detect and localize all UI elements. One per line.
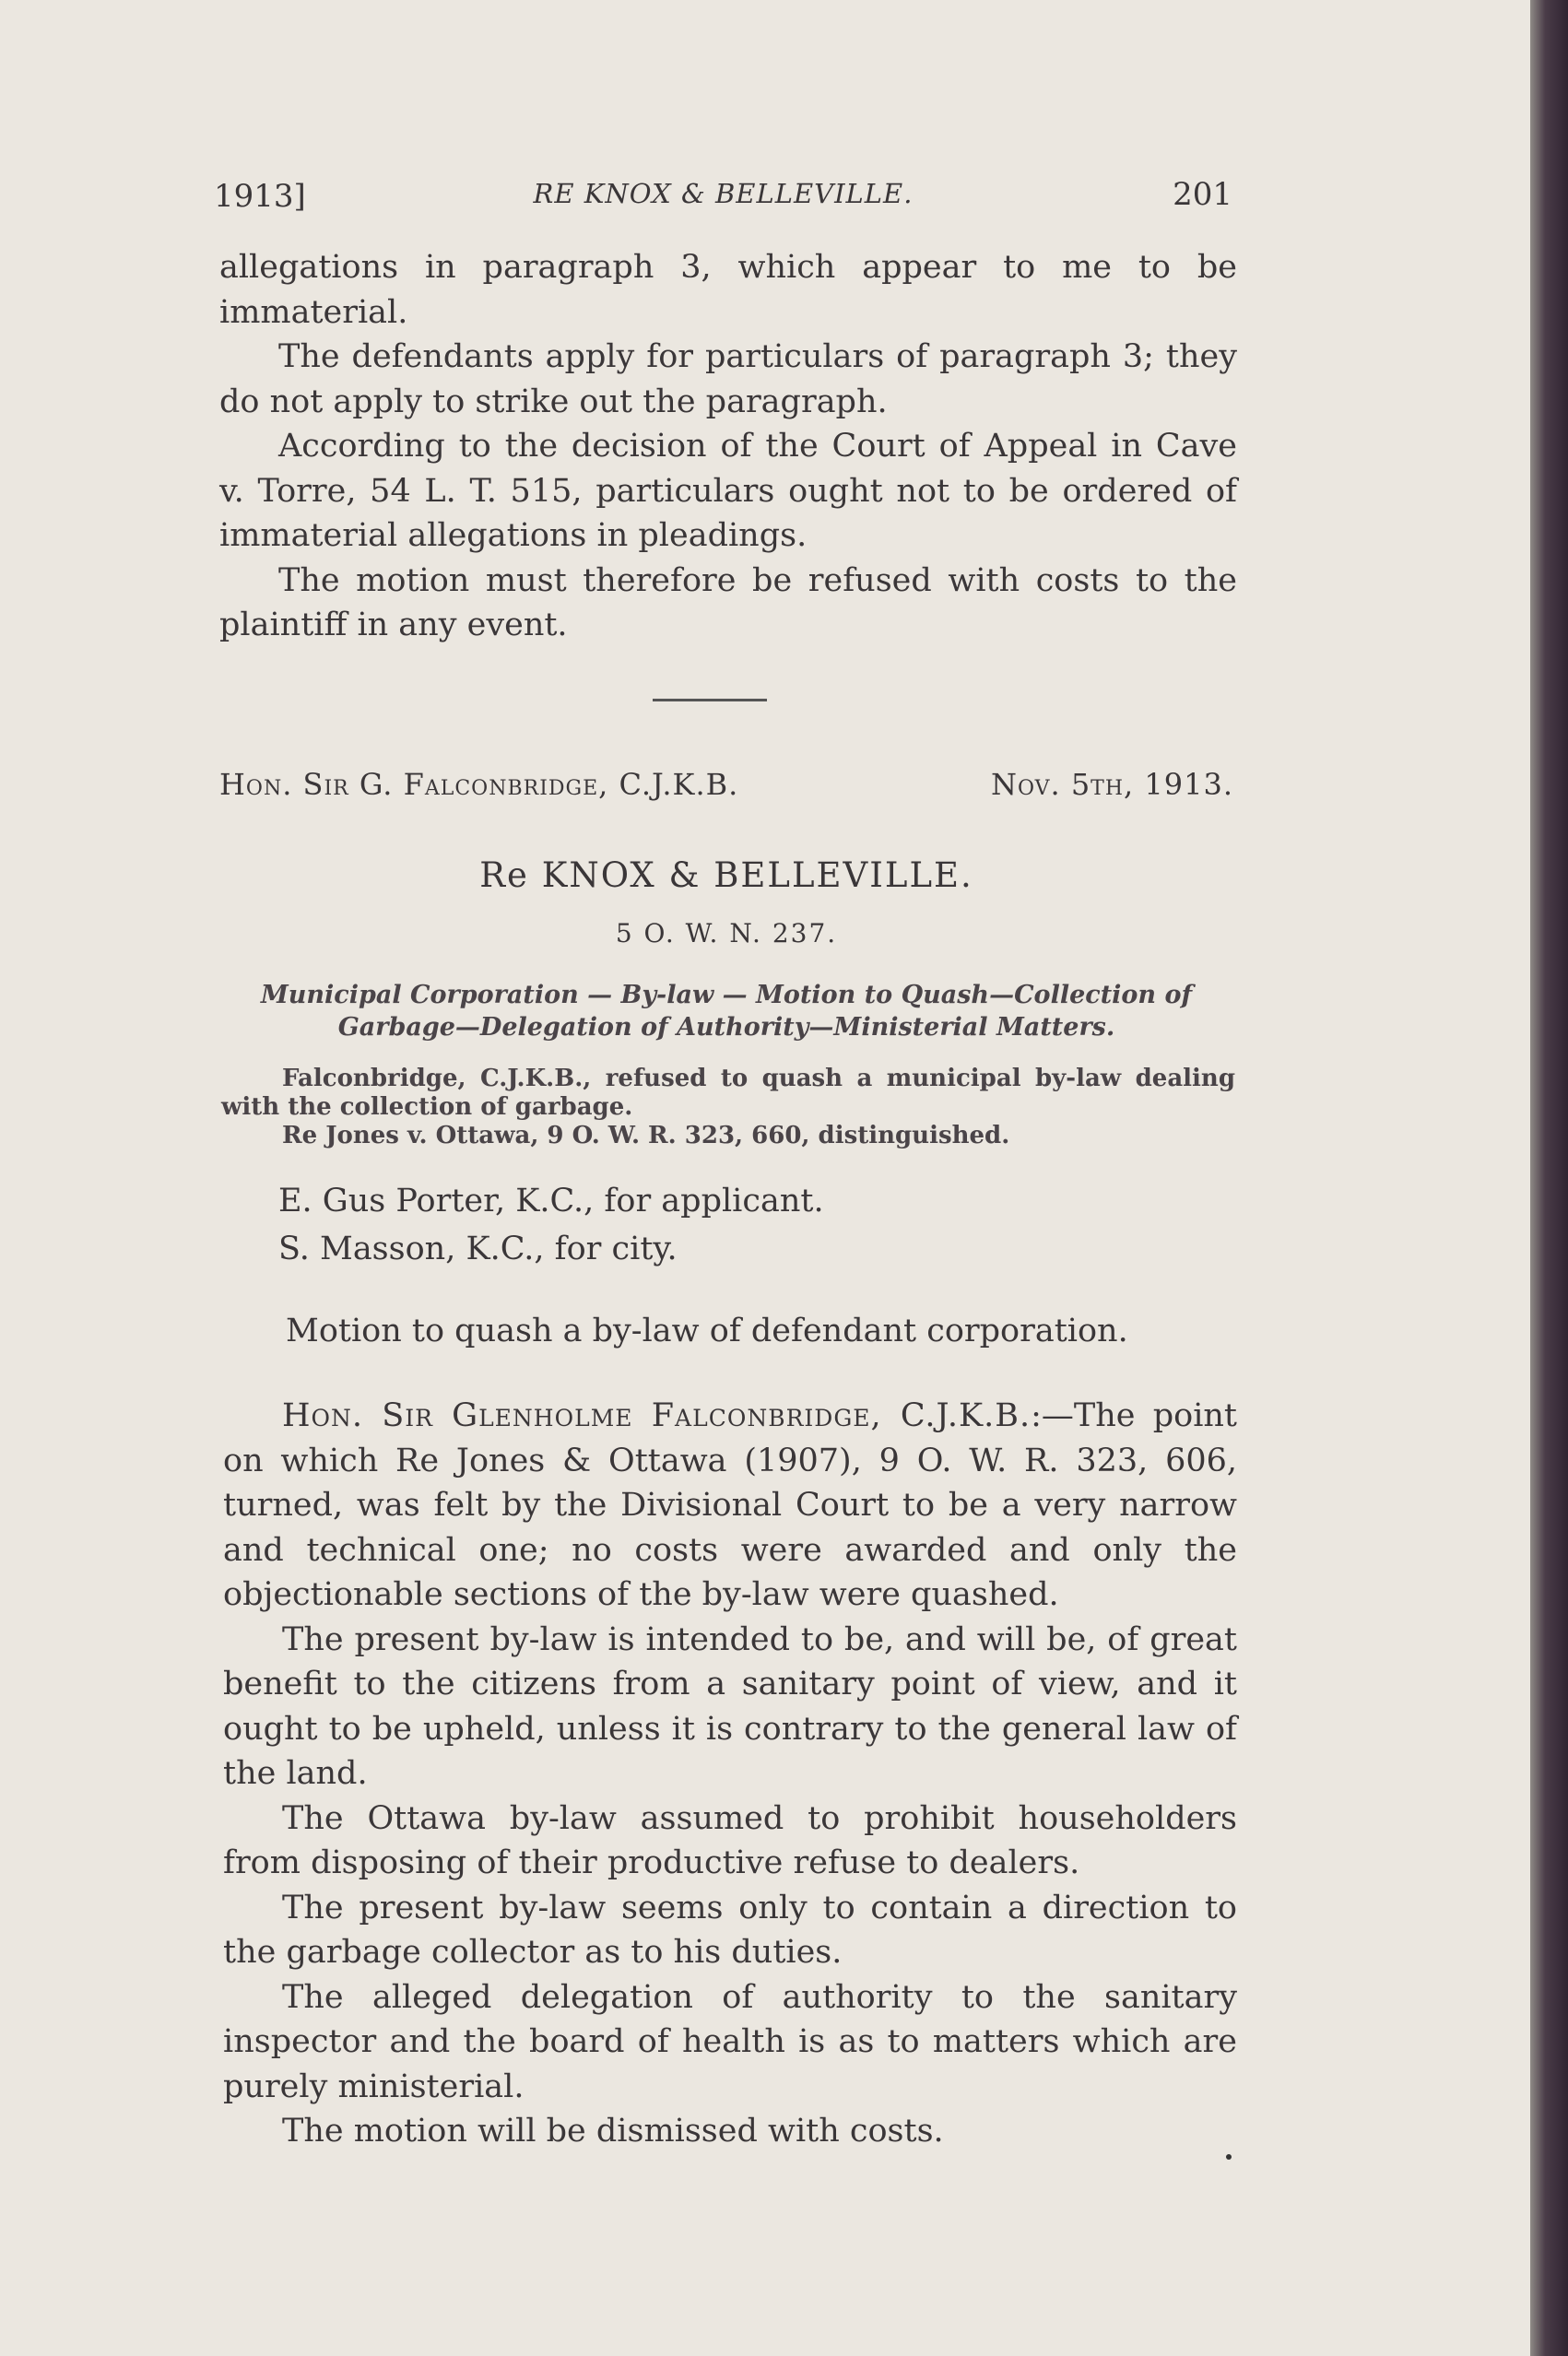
section-divider	[653, 699, 767, 701]
opinion-paragraph: The present by-law is intended to be, and will be, of great benefit to the citizens from a sanitary point of view, and it ought to be upheld, unless it is contrary to the general law of the land.	[223, 1620, 1237, 1792]
headnote	[221, 1065, 1235, 1150]
opinion-paragraph: The Ottawa by-law assumed to prohibit householders from disposing of their productive refuse to dealers.	[223, 1799, 1237, 1881]
opinion-text: :—The point on which Re Jones & Ottawa (1907), 9 O. W. R. 323, 606, turned, was felt by the Divisional Court to be a very narrow and technical one; no costs were awarded and only the objectionable sections of the by-law were quashed.	[223, 1397, 1237, 1613]
counsel-city: S. Masson, K.C., for city.	[278, 1231, 678, 1267]
page-number: 201	[1173, 176, 1232, 213]
opinion-speaker: Hon. Sir Glenholme Falconbridge, C.J.K.B.	[282, 1397, 1032, 1434]
paragraph: allegations in paragraph 3, which appear to me to be immaterial.	[219, 249, 1237, 331]
opinion	[223, 1394, 1237, 2154]
book-spine-edge	[1530, 0, 1568, 2356]
judge-name: Hon. Sir G. Falconbridge, C.J.K.B.	[219, 767, 739, 802]
opinion-paragraph: The motion will be dismissed with costs.	[282, 2113, 944, 2150]
headnote-subjects: Municipal Corporation — By-law — Motion to Quash—Collection of Garbage—Delegation of Authority—Ministerial Matters.	[260, 981, 1193, 1042]
running-head-title: RE KNOX & BELLEVILLE.	[533, 178, 914, 209]
paragraph: The motion must therefore be refused with costs to the plaintiff in any event.	[219, 561, 1237, 643]
paragraph: According to the decision of the Court of Appeal in Cave v. Torre, 54 L. T. 515, particulars ought not to be ordered of immaterial allegations in pleadings.	[219, 428, 1237, 554]
headnote-summary: Falconbridge, C.J.K.B., refused to quash a municipal by-law dealing with the collection of garbage.	[221, 1065, 1235, 1121]
top-section	[219, 245, 1237, 648]
motion-statement: Motion to quash a by-law of defendant corporation.	[286, 1313, 1128, 1349]
paragraph: The defendants apply for particulars of paragraph 3; they do not apply to strike out the paragraph.	[219, 338, 1237, 420]
opinion-paragraph: The present by-law seems only to contain a direction to the garbage collector as to his duties.	[223, 1889, 1237, 1971]
opinion-paragraph: The alleged delegation of authority to the sanitary inspector and the board of health is as to matters which are purely ministerial.	[223, 1978, 1237, 2105]
case-citation: 5 O. W. N. 237.	[615, 918, 838, 948]
counsel-applicant: E. Gus Porter, K.C., for applicant.	[278, 1183, 824, 1219]
ink-speck	[1226, 2154, 1232, 2160]
running-head	[214, 171, 1232, 226]
opinion-paragraph	[223, 1394, 1237, 1618]
headnote-distinguished: Re Jones v. Ottawa, 9 O. W. R. 323, 660, distinguished.	[282, 1122, 1010, 1149]
decision-date: Nov. 5th, 1913.	[990, 767, 1233, 802]
running-head-year: 1913]	[214, 178, 306, 215]
case-title: Re KNOX & BELLEVILLE.	[479, 855, 973, 895]
